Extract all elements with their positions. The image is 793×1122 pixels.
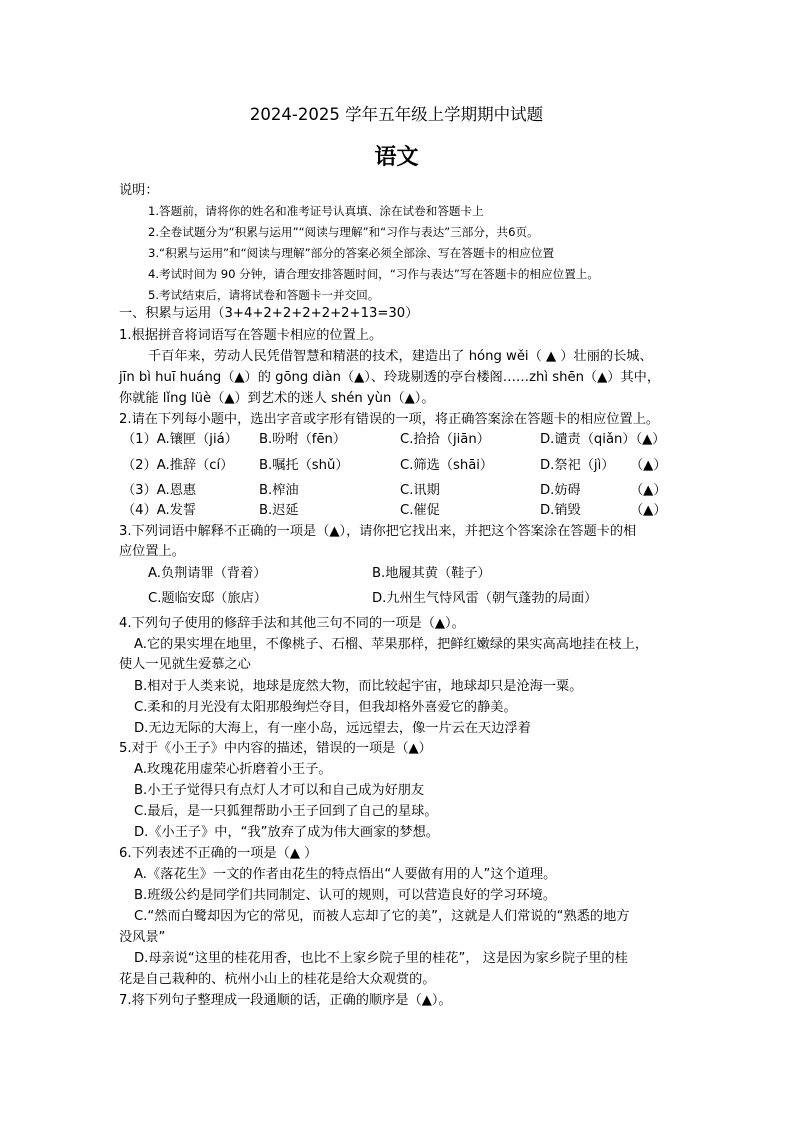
option: B.榨油	[259, 483, 299, 498]
option: D.《小王子》中，“我”放弃了成为伟大画家的梦想。	[134, 825, 439, 840]
option: D.九州生气恃风雷（朝气蓬勃的局面）	[372, 591, 598, 606]
option: B.吩咐（fēn）	[259, 432, 347, 447]
answer-blank: （▲）	[630, 483, 667, 498]
question-stem: 应位置上。	[119, 544, 185, 559]
option: D.祭祀（jì）	[540, 458, 615, 473]
option: C.讯期	[400, 483, 440, 498]
option: （2）A.推辞（cí）	[122, 458, 234, 473]
instruction-item: 4.考试时间为 90 分钟，请合理安排答题时间，“习作与表达”写在答题卡的相应位置上。	[148, 267, 599, 281]
option: C.催促	[400, 503, 440, 518]
instruction-item: 3.“积累与运用”和“阅读与理解”部分的答案必须全部涂、写在答题卡的相应位置	[148, 246, 555, 260]
option: C.拾拾（jiān）	[400, 432, 490, 447]
option: B.迟延	[259, 503, 299, 518]
question-text-line: jīn bì huī huáng（▲）的 gōng diàn（▲）、玲珑剔透的亭台楼阁……zhì shēn（▲）其中，	[119, 370, 661, 385]
question-text-line: 千百年来，劳动人民凭借智慧和精湛的技术，建造出了 hóng wěi（ ▲ ）壮丽的长城、	[148, 349, 653, 364]
question-stem: 3.下列词语中解释不正确的一项是（▲），请你把它找出来，并把这个答案涂在答题卡的相	[119, 524, 637, 539]
option: C.筛选（shāi）	[400, 458, 494, 473]
option: B.相对于人类来说，地球是庞然大物，而比较起宇宙，地球却只是沧海一粟。	[134, 679, 583, 694]
option: D.谴责（qiǎn）（▲）	[540, 432, 666, 447]
option: （3）A.恩惠	[122, 483, 197, 498]
option: A.它的果实埋在地里，不像桃子、石榴、苹果那样，把鲜红嫩绿的果实高高地挂在枝上，	[134, 637, 649, 652]
question-stem: 1.根据拼音将词语写在答题卡相应的位置上。	[119, 328, 383, 343]
answer-blank: （▲）	[630, 503, 667, 518]
option: B.嘱托（shǔ）	[259, 458, 349, 473]
option: B.小王子觉得只有点灯人才可以和自己成为好朋友	[134, 783, 425, 798]
option-continuation: 没风景”	[119, 930, 166, 945]
subject-title: 语文	[374, 145, 419, 170]
question-stem: 7.将下列句子整理成一段通顺的话，正确的顺序是（▲）。	[119, 993, 452, 1008]
instruction-item: 2.全卷试题分为“积累与运用”“阅读与理解”和“习作与表达”三部分，共6页。	[148, 225, 539, 239]
option-continuation: 花是自己栽种的、杭州小山上的桂花是给大众观赏的。	[119, 972, 436, 987]
option: C.题临安邸（旅店）	[148, 591, 267, 606]
question-stem: 6.下列表述不正确的一项是（▲ ）	[119, 846, 318, 861]
option: D.母亲说“这里的桂花用香，也比不上家乡院子里的桂花”， 这是因为家乡院子里的桂	[134, 951, 628, 966]
option: B.班级公约是同学们共同制定、认可的规则，可以营造良好的学习环境。	[134, 888, 557, 903]
option: D.无边无际的大海上，有一座小岛，远远望去，像一片云在天边浮着	[134, 721, 531, 736]
instruction-item: 1.答题前，请将你的姓名和准考证号认真填、涂在试卷和答题卡上	[148, 204, 484, 218]
question-stem: 2.请在下列每小题中，选出字音或字形有错误的一项，将正确答案涂在答题卡的相应位置上。	[119, 412, 660, 427]
instruction-item: 5.考试结束后，请将试卷和答题卡一并交回。	[148, 288, 380, 302]
option: （4）A.发誓	[122, 503, 197, 518]
option: A.负荆请罪（背着）	[148, 566, 267, 581]
option: A.玫瑰花用虚荣心折磨着小王子。	[134, 762, 332, 777]
question-stem: 5.对于《小王子》中内容的描述，错误的一项是（▲）	[119, 741, 432, 756]
option: C.“然而白鹭却因为它的常见，而被人忘却了它的美”，这就是人们常说的“熟悉的地方	[134, 909, 630, 924]
answer-blank: （▲）	[630, 458, 667, 473]
option: C.最后，是一只狐狸帮助小王子回到了自己的星球。	[134, 804, 438, 819]
instructions-label: 说明：	[119, 183, 159, 198]
option: D.妨碍	[540, 483, 581, 498]
option: A.《落花生》一文的作者由花生的特点悟出“人要做有用的人”这个道理。	[134, 867, 557, 882]
option-continuation: 使人一见就生爱慕之心	[119, 657, 251, 672]
question-stem: 4.下列句子使用的修辞手法和其他三句不同的一项是（▲）。	[119, 616, 465, 631]
section-heading: 一、积累与运用（3+4+2+2+2+2+2+13=30）	[119, 306, 419, 321]
option: （1）A.镶匣（jiá）	[122, 432, 238, 447]
option: D.销毁	[540, 503, 581, 518]
option: C.柔和的月光没有太阳那般绚烂夺目，但我却格外喜爱它的静美。	[134, 700, 517, 715]
option: B.地履其黄（鞋子）	[372, 566, 491, 581]
question-text-line: 你就能 lǐng lüè（▲）到艺术的迷人 shén yùn（▲）。	[119, 391, 435, 406]
exam-title: 2024-2025 学年五年级上学期期中试题	[249, 105, 544, 124]
